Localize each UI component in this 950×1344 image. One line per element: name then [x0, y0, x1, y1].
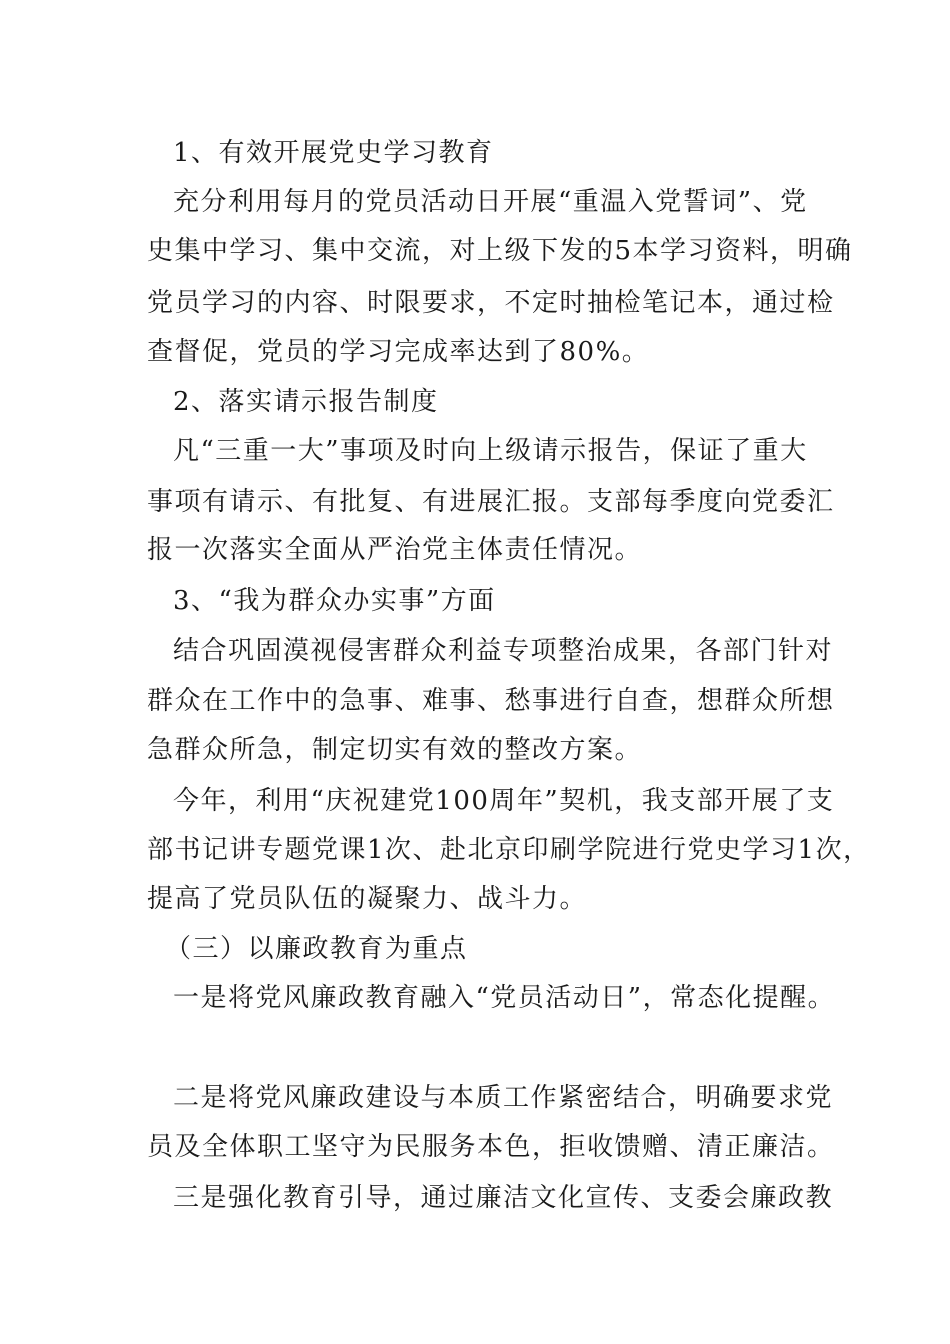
paragraph-line: 史集中学习、集中交流，对上级下发的5本学习资料，明确	[147, 236, 853, 266]
paragraph-line: 一是将党风廉政教育融入“党员活动日”，常态化提醒。	[173, 983, 836, 1013]
heading-serve-the-masses: 3、“我为群众办实事”方面	[173, 586, 496, 616]
paragraph-line: 结合巩固漠视侵害群众利益专项整治成果，各部门针对	[173, 636, 834, 666]
paragraph-line: 急群众所急，制定切实有效的整改方案。	[147, 735, 643, 765]
paragraph-line: 事项有请示、有批复、有进展汇报。支部每季度向党委汇	[147, 487, 835, 517]
paragraph-line: 二是将党风廉政建设与本质工作紧密结合，明确要求党	[173, 1083, 834, 1113]
paragraph-line: 查督促，党员的学习完成率达到了80%。	[147, 337, 650, 367]
paragraph-line: 今年，利用“庆祝建党100周年”契机，我支部开展了支	[173, 786, 835, 816]
heading-reporting-system: 2、落实请示报告制度	[173, 387, 439, 417]
paragraph-line: 提高了党员队伍的凝聚力、战斗力。	[147, 884, 588, 914]
paragraph-line: 部书记讲专题党课1次、赴北京印刷学院进行党史学习1次，	[147, 835, 871, 865]
paragraph-line: 三是强化教育引导，通过廉洁文化宣传、支委会廉政教	[173, 1183, 834, 1213]
paragraph-line: 员及全体职工坚守为民服务本色，拒收馈赠、清正廉洁。	[147, 1132, 835, 1162]
heading-party-history-study: 1、有效开展党史学习教育	[173, 138, 494, 168]
paragraph-line: 充分利用每月的党员活动日开展“重温入党誓词”、党	[173, 187, 808, 217]
paragraph-line: 群众在工作中的急事、难事、愁事进行自查，想群众所想	[147, 686, 835, 716]
heading-integrity-education: （三）以廉政教育为重点	[165, 934, 468, 964]
paragraph-line: 报一次落实全面从严治党主体责任情况。	[147, 535, 643, 565]
paragraph-line: 党员学习的内容、时限要求，不定时抽检笔记本，通过检	[147, 288, 835, 318]
paragraph-line: 凡“三重一大”事项及时向上级请示报告，保证了重大	[173, 436, 808, 466]
